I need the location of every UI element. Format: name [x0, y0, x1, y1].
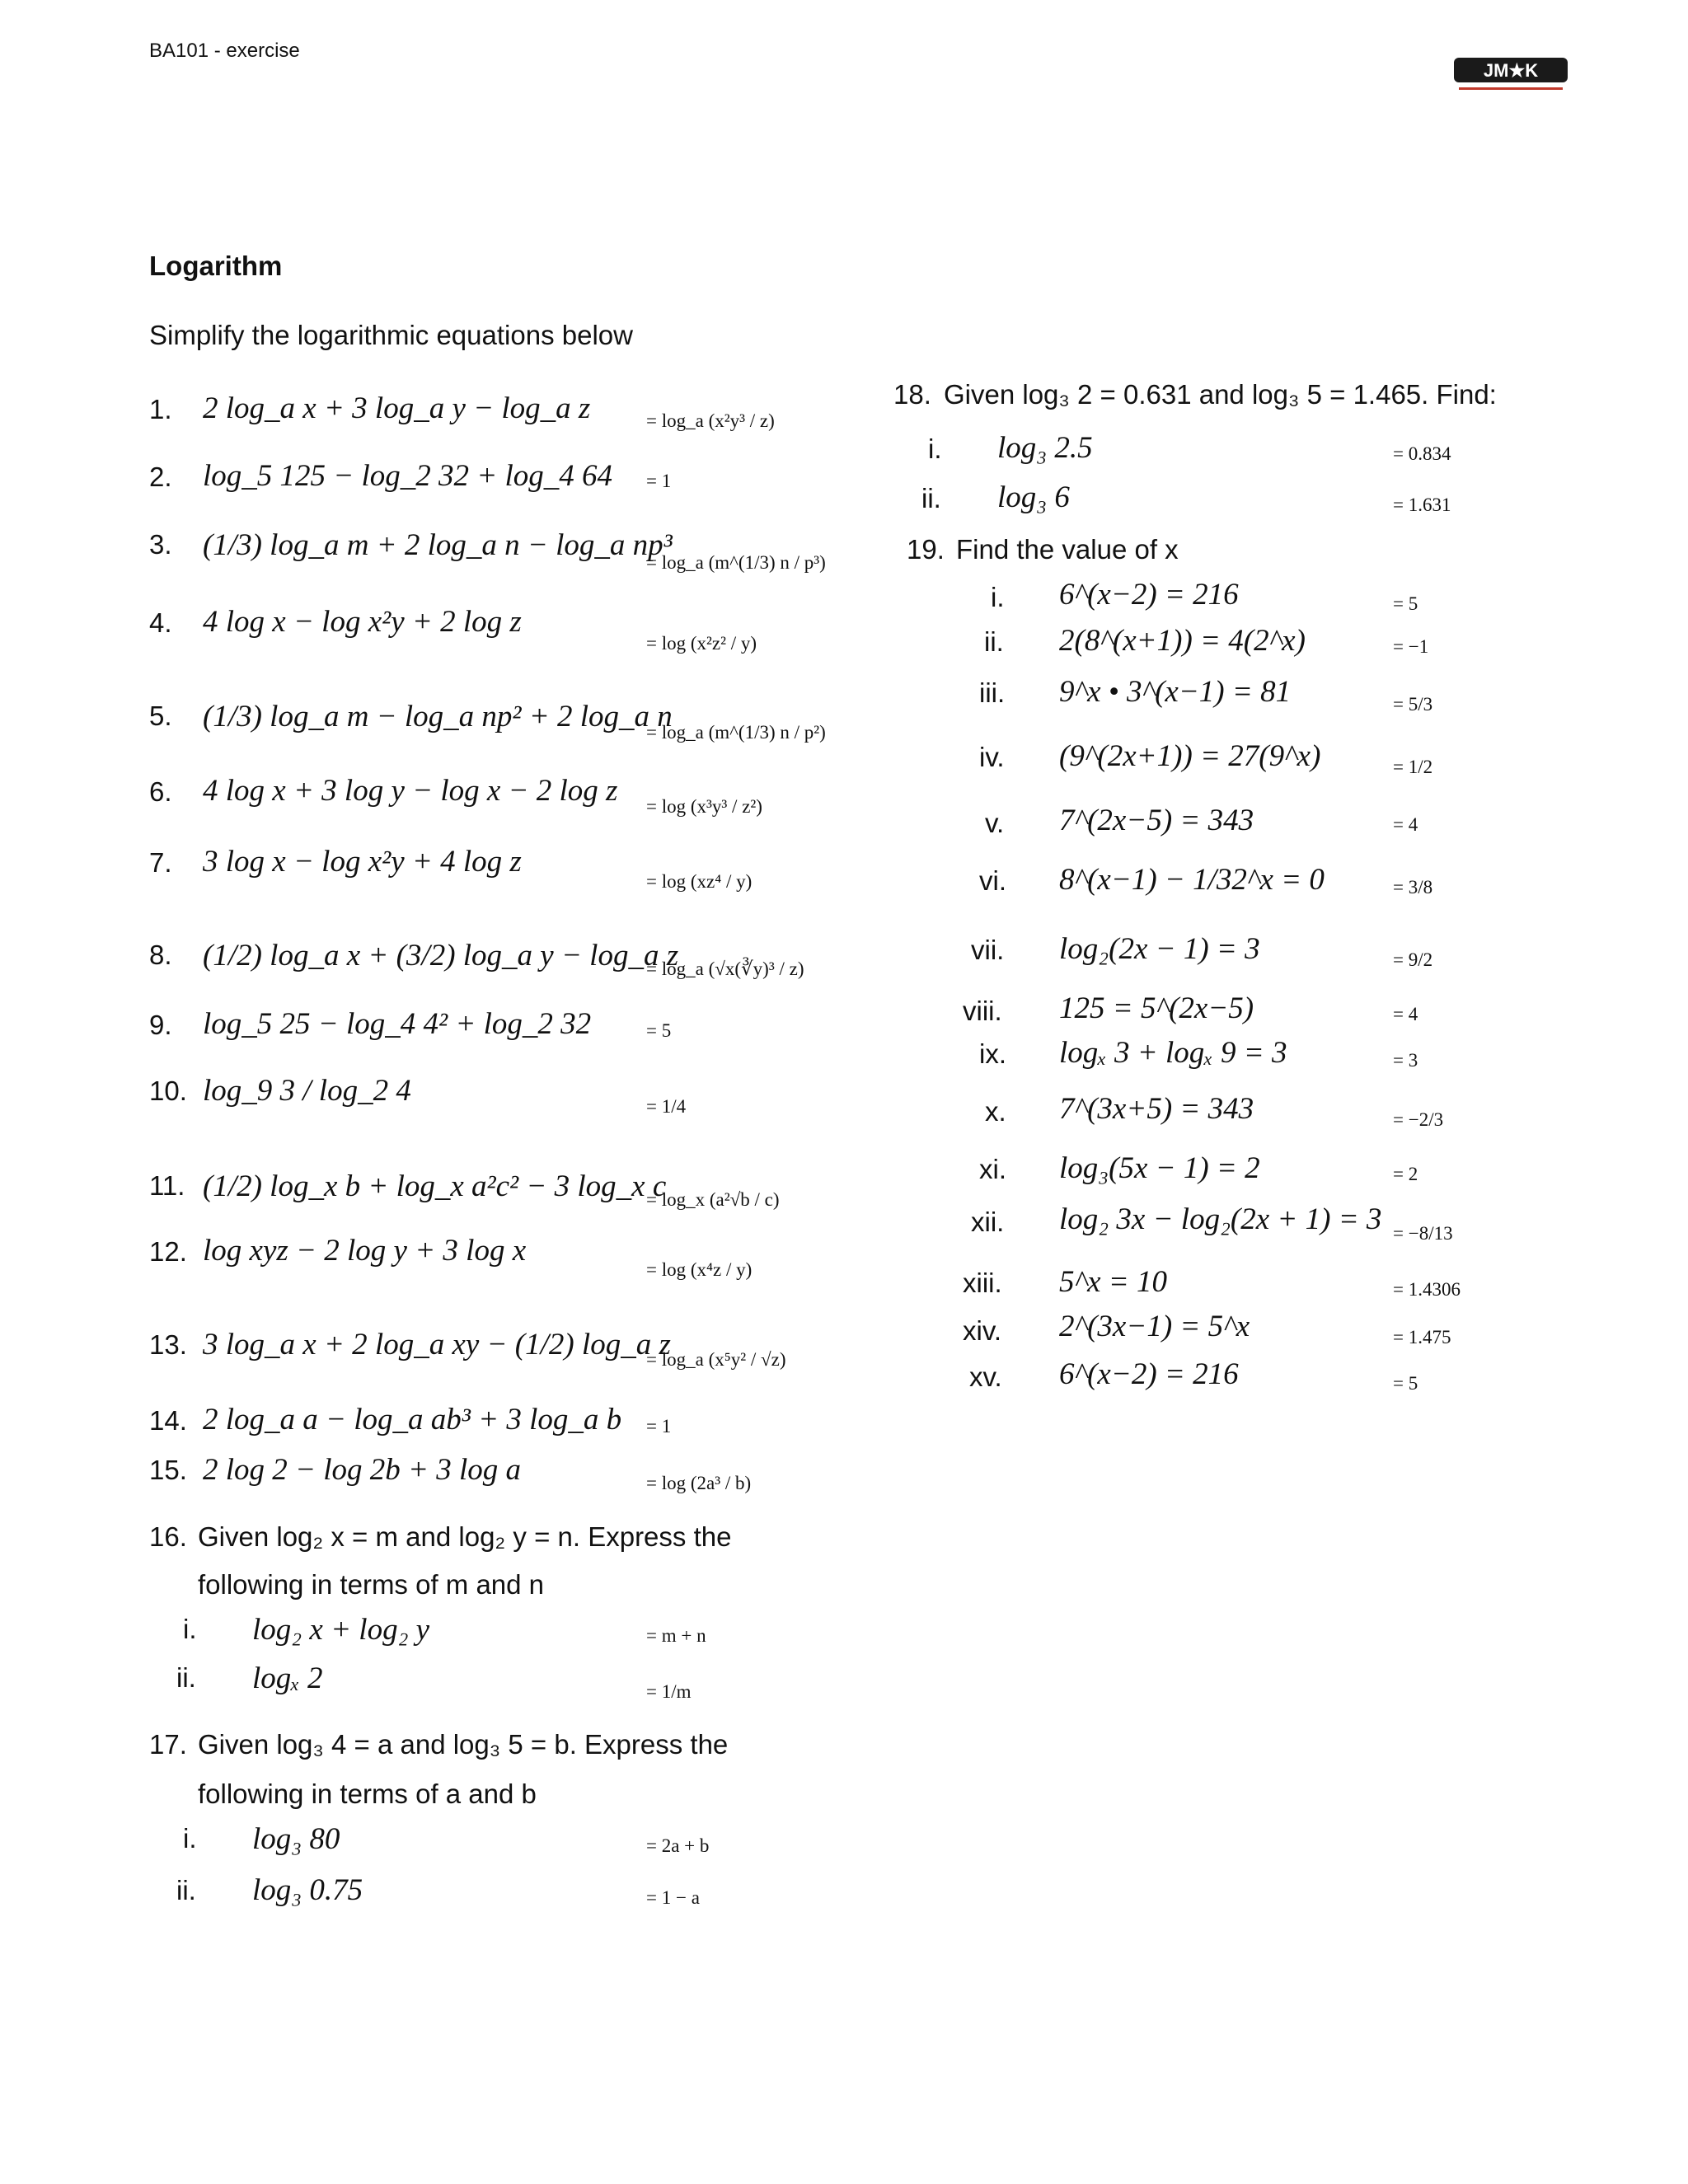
- item-number: 6.: [149, 776, 172, 807]
- item-number: 4.: [149, 607, 172, 638]
- q19-item-num: viii.: [963, 996, 1002, 1026]
- expression: 2 log_a x + 3 log_a y − log_a z: [203, 391, 591, 425]
- answer: = log (x⁴z / y): [646, 1259, 753, 1280]
- q19-item-expr: 2^(3x−1) = 5^x: [1059, 1310, 1250, 1343]
- item-number: 14.: [149, 1405, 187, 1436]
- q17-i-answer: = 2a + b: [646, 1835, 710, 1856]
- q19-item-expr: 6^(x−2) = 216: [1059, 578, 1239, 612]
- expression: log_5 25 − log_4 4² + log_2 32: [203, 1007, 592, 1041]
- answer: = 1: [646, 1416, 672, 1436]
- q16-line2: following in terms of m and n: [198, 1569, 545, 1600]
- expression: (1/2) log_x b + log_x a²c² − 3 log_x c: [203, 1169, 667, 1203]
- expression: 2 log 2 − log 2b + 3 log a: [203, 1453, 522, 1487]
- q19-item-expr: 6^(x−2) = 216: [1059, 1357, 1239, 1391]
- q19-item-answer: = 4: [1393, 814, 1418, 835]
- expression: (1/2) log_a x + (3/2) log_a y − log_a z: [203, 939, 679, 972]
- item-number: 13.: [149, 1329, 187, 1360]
- q19-item-num: vi.: [979, 865, 1006, 896]
- q19-item-num: xiv.: [963, 1315, 1002, 1346]
- answer: = 1: [646, 471, 672, 491]
- q19-item-answer: = 1.475: [1393, 1327, 1451, 1347]
- q18-ii-answer: = 1.631: [1393, 494, 1451, 515]
- expression: 3 log_a x + 2 log_a xy − (1/2) log_a z: [203, 1328, 671, 1361]
- q19-item-num: xii.: [971, 1207, 1005, 1237]
- q16-ii-num: ii.: [176, 1662, 196, 1693]
- expression: log_9 3 / log_2 4: [203, 1074, 411, 1108]
- q19-item-num: vii.: [971, 935, 1005, 965]
- q19-item-expr: 2(8^(x+1)) = 4(2^x): [1059, 624, 1306, 658]
- q18-ii-expr: log₃ 6: [997, 480, 1070, 514]
- q19-item-num: iv.: [979, 742, 1005, 772]
- course-header: BA101 - exercise: [149, 40, 300, 62]
- item-number: 9.: [149, 1010, 172, 1040]
- item-number: 12.: [149, 1236, 187, 1267]
- q16-ii-answer: = 1/m: [646, 1681, 692, 1702]
- item-number: 2.: [149, 462, 172, 492]
- q19-item-num: x.: [985, 1096, 1006, 1127]
- q19-item-expr: 7^(2x−5) = 343: [1059, 804, 1254, 837]
- q19-item-expr: 9^x • 3^(x−1) = 81: [1059, 675, 1292, 709]
- expression: 3 log x − log x²y + 4 log z: [203, 845, 522, 879]
- q19-item-expr: logₓ 3 + logₓ 9 = 3: [1059, 1036, 1287, 1070]
- q16-i-answer: = m + n: [646, 1625, 706, 1646]
- expression: log_5 125 − log_2 32 + log_4 64: [203, 459, 613, 493]
- q19-item-expr: 8^(x−1) − 1/32^x = 0: [1059, 863, 1325, 897]
- q19-item-answer: = 9/2: [1393, 949, 1433, 970]
- q19-item-expr: 5^x = 10: [1059, 1265, 1167, 1299]
- q17-number: 17.: [149, 1729, 187, 1760]
- item-number: 5.: [149, 701, 172, 731]
- q18-line: Given log₃ 2 = 0.631 and log₃ 5 = 1.465. Find:: [944, 379, 1497, 410]
- q19-item-answer: = 5: [1393, 1373, 1418, 1394]
- q17-ii-num: ii.: [176, 1875, 196, 1905]
- item-number: 3.: [149, 529, 172, 560]
- q19-item-answer: = 5: [1393, 593, 1418, 614]
- q18-i-expr: log₃ 2.5: [997, 431, 1093, 465]
- q19-item-answer: = −1: [1393, 636, 1429, 657]
- q16-ii-expr: logₓ 2: [252, 1661, 323, 1695]
- q19-item-expr: log₃(5x − 1) = 2: [1059, 1151, 1260, 1185]
- q16-i-expr: log₂ x + log₂ y: [252, 1613, 430, 1647]
- answer: = log_a (m^(1/3) n / p²): [646, 722, 826, 743]
- expression: 4 log x − log x²y + 2 log z: [203, 605, 522, 639]
- item-number: 10.: [149, 1076, 187, 1106]
- q19-item-num: iii.: [979, 677, 1006, 708]
- answer: = log_a (m^(1/3) n / p³): [646, 552, 826, 573]
- q17-ii-expr: log₃ 0.75: [252, 1873, 363, 1907]
- answer: = 1/4: [646, 1096, 687, 1117]
- q19-item-answer: = 3/8: [1393, 877, 1433, 898]
- expression: (1/3) log_a m − log_a np² + 2 log_a n: [203, 700, 673, 733]
- q19-item-expr: 7^(3x+5) = 343: [1059, 1092, 1254, 1126]
- section-title: Logarithm: [149, 251, 283, 281]
- item-number: 1.: [149, 394, 172, 424]
- q18-i-answer: = 0.834: [1393, 443, 1451, 464]
- q19-number: 19.: [907, 534, 945, 565]
- q17-i-expr: log₃ 80: [252, 1822, 340, 1856]
- answer: = log (x³y³ / z²): [646, 796, 762, 817]
- q18-ii-num: ii.: [921, 483, 941, 513]
- q19-item-answer: = 1/2: [1393, 757, 1433, 777]
- q19-item-num: xiii.: [963, 1268, 1002, 1298]
- answer: = log (2a³ / b): [646, 1473, 752, 1493]
- answer: = log_a (x²y³ / z): [646, 410, 775, 431]
- q19-item-answer: = 2: [1393, 1164, 1418, 1184]
- q19-item-expr: log₂(2x − 1) = 3: [1059, 932, 1260, 966]
- answer: = 5: [646, 1020, 672, 1041]
- q19-item-expr: (9^(2x+1)) = 27(9^x): [1059, 739, 1321, 773]
- q19-item-num: i.: [991, 582, 1005, 612]
- q19-item-answer: = 5/3: [1393, 694, 1433, 715]
- q19-item-answer: = −2/3: [1393, 1109, 1444, 1130]
- q19-item-answer: = −8/13: [1393, 1223, 1453, 1244]
- answer: = log_a (x⁵y² / √z): [646, 1349, 786, 1370]
- q19-item-num: v.: [985, 808, 1005, 838]
- q16-i-num: i.: [183, 1614, 197, 1644]
- expression: 2 log_a a − log_a ab³ + 3 log_a b: [203, 1403, 622, 1436]
- item-number: 8.: [149, 940, 172, 970]
- q17-i-num: i.: [183, 1823, 197, 1854]
- svg-text:JM★K: JM★K: [1483, 60, 1539, 81]
- q17-line2: following in terms of a and b: [198, 1779, 537, 1809]
- answer: = log (x²z² / y): [646, 633, 757, 654]
- q19-item-answer: = 3: [1393, 1050, 1418, 1071]
- item-number: 7.: [149, 847, 172, 878]
- answer: = log (xz⁴ / y): [646, 871, 753, 892]
- q17-line1: Given log₃ 4 = a and log₃ 5 = b. Express the: [198, 1729, 729, 1760]
- q19-line: Find the value of x: [956, 534, 1179, 565]
- q17-ii-answer: = 1 − a: [646, 1887, 700, 1908]
- section-instruction: Simplify the logarithmic equations below: [149, 320, 633, 350]
- q19-item-answer: = 4: [1393, 1004, 1418, 1024]
- expression: 4 log x + 3 log y − log x − 2 log z: [203, 774, 618, 808]
- q19-item-num: ix.: [979, 1038, 1006, 1069]
- q19-item-num: ii.: [984, 626, 1004, 657]
- q19-item-num: xi.: [979, 1154, 1006, 1184]
- item-number: 11.: [149, 1170, 185, 1201]
- answer: = log_a (√x(∛y)³ / z): [646, 958, 804, 979]
- q18-i-num: i.: [928, 434, 942, 464]
- item-number: 15.: [149, 1455, 187, 1485]
- q16-number: 16.: [149, 1521, 187, 1552]
- q18-number: 18.: [893, 379, 931, 410]
- expression: (1/3) log_a m + 2 log_a n − log_a np³: [203, 528, 673, 562]
- q19-item-expr: 125 = 5^(2x−5): [1059, 991, 1254, 1025]
- q19-item-num: xv.: [969, 1361, 1002, 1392]
- q19-item-expr: log₂ 3x − log₂(2x + 1) = 3: [1059, 1202, 1382, 1236]
- answer: = log_x (a²√b / c): [646, 1189, 780, 1210]
- q16-line1: Given log₂ x = m and log₂ y = n. Express the: [198, 1521, 732, 1552]
- q19-item-answer: = 1.4306: [1393, 1279, 1461, 1300]
- expression: log xyz − 2 log y + 3 log x: [203, 1234, 527, 1268]
